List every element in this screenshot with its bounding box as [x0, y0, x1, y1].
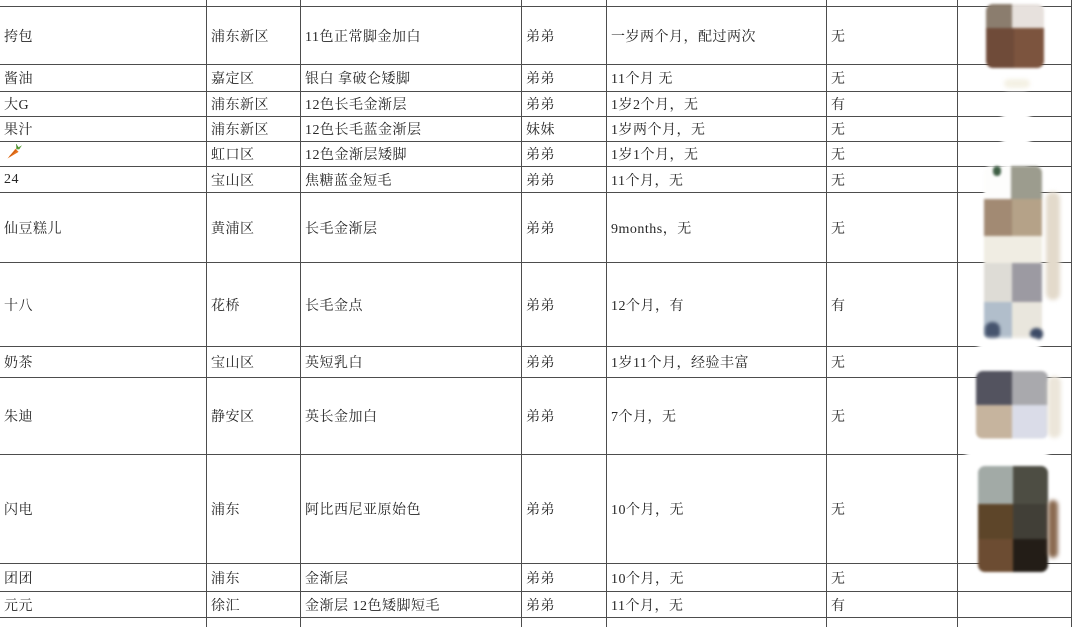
- cell-district[interactable]: [207, 92, 301, 116]
- cell-photo[interactable]: [958, 117, 1072, 141]
- cell-name[interactable]: [0, 263, 207, 346]
- cell-photo[interactable]: [958, 92, 1072, 116]
- cell-experienced[interactable]: [827, 564, 958, 591]
- cell-name[interactable]: [0, 592, 207, 617]
- table-row: [0, 263, 1072, 347]
- cell-district[interactable]: [207, 117, 301, 141]
- cell-breed[interactable]: [301, 347, 522, 377]
- cell-text: 浦东: [211, 503, 240, 518]
- cell-text: 9months，无: [611, 221, 692, 237]
- cell-text: 浦东新区: [211, 29, 269, 45]
- cell-text: 挎包: [4, 29, 33, 45]
- cell-text: 弟弟: [526, 148, 555, 163]
- cell-text: 弟弟: [526, 221, 555, 237]
- cell-name[interactable]: [0, 92, 207, 116]
- cell-text: 阿比西尼亚原始色: [305, 503, 421, 518]
- cell-district[interactable]: [207, 455, 301, 563]
- cell-text: 无: [831, 571, 846, 587]
- cell-gender[interactable]: [522, 618, 607, 627]
- cell-age[interactable]: [607, 592, 827, 617]
- cell-experienced[interactable]: [827, 592, 958, 617]
- cell-text: 英短乳白: [305, 356, 363, 371]
- cell-gender[interactable]: [522, 347, 607, 377]
- table-row: [0, 455, 1072, 564]
- cell-text: 12个月，有: [611, 298, 684, 314]
- cell-text: 静安区: [211, 410, 255, 425]
- cell-age[interactable]: [607, 193, 827, 262]
- cell-text: 弟弟: [526, 503, 555, 518]
- cell-text: 11色正常脚金加白: [305, 29, 421, 45]
- cell-age[interactable]: [607, 347, 827, 377]
- cell-text: 弟弟: [526, 571, 555, 587]
- cell-text: 弟弟: [526, 410, 555, 425]
- cell-age[interactable]: [607, 263, 827, 346]
- cell-text: 无: [831, 123, 846, 138]
- table-row: [0, 117, 1072, 142]
- cell-text: 朱迪: [4, 410, 33, 425]
- cell-age[interactable]: [607, 7, 827, 64]
- cell-text: 12色长毛蓝金渐层: [305, 123, 422, 138]
- cell-gender[interactable]: [522, 92, 607, 116]
- cell-photo[interactable]: [958, 263, 1072, 346]
- cell-text: 弟弟: [526, 173, 555, 189]
- cell-experienced[interactable]: [827, 193, 958, 262]
- cell-text: 果汁: [4, 123, 33, 138]
- cell-gender[interactable]: [522, 193, 607, 262]
- cell-gender[interactable]: [522, 455, 607, 563]
- cell-text: 弟弟: [526, 98, 555, 113]
- cell-text: 浦东新区: [211, 123, 269, 138]
- cell-age[interactable]: [607, 65, 827, 91]
- cell-age[interactable]: [607, 117, 827, 141]
- cell-breed[interactable]: [301, 564, 522, 591]
- cell-breed[interactable]: [301, 7, 522, 64]
- cell-text: 1岁11个月，经验丰富: [611, 356, 749, 371]
- cell-name[interactable]: [0, 564, 207, 591]
- cell-text: 有: [831, 98, 846, 113]
- cell-text: 24: [4, 171, 19, 187]
- cell-age[interactable]: [607, 378, 827, 454]
- cell-text: 英长金加白: [305, 410, 378, 425]
- cell-text: 浦东新区: [211, 98, 269, 113]
- cell-photo[interactable]: [958, 7, 1072, 64]
- cell-experienced[interactable]: [827, 0, 958, 6]
- cell-text: 11个月，无: [611, 173, 684, 189]
- cell-photo[interactable]: [958, 378, 1072, 454]
- cell-name[interactable]: [0, 378, 207, 454]
- cell-name[interactable]: [0, 618, 207, 627]
- carrot-icon: [6, 143, 23, 165]
- cell-text: 无: [831, 503, 846, 518]
- cell-text: 浦东: [211, 571, 240, 587]
- cell-photo[interactable]: [958, 618, 1072, 627]
- cell-text: 十八: [4, 298, 33, 314]
- cell-text: 焦糖蓝金短毛: [305, 173, 392, 189]
- cell-gender[interactable]: [522, 117, 607, 141]
- cell-gender[interactable]: [522, 263, 607, 346]
- cell-name[interactable]: [0, 7, 207, 64]
- cell-text: 10个月，无: [611, 571, 684, 587]
- cell-age[interactable]: [607, 0, 827, 6]
- cell-text: 12色金渐层矮脚: [305, 148, 407, 163]
- cell-district[interactable]: [207, 347, 301, 377]
- cell-breed[interactable]: [301, 65, 522, 91]
- cell-text: 黄浦区: [211, 221, 255, 237]
- table-row: [0, 378, 1072, 455]
- cell-age[interactable]: [607, 142, 827, 166]
- cell-breed[interactable]: [301, 167, 522, 192]
- cell-text: 有: [831, 298, 846, 314]
- cell-text: 团团: [4, 571, 33, 587]
- cell-text: 长毛金渐层: [305, 221, 378, 237]
- table-row: [0, 618, 1072, 627]
- cell-text: 弟弟: [526, 356, 555, 371]
- cell-experienced[interactable]: [827, 347, 958, 377]
- cell-text: 大G: [4, 98, 30, 113]
- cell-text: 无: [831, 148, 846, 163]
- cell-name[interactable]: [0, 0, 207, 6]
- cell-photo[interactable]: [958, 167, 1072, 192]
- cell-name[interactable]: [0, 455, 207, 563]
- cell-experienced[interactable]: [827, 167, 958, 192]
- cell-text: 元元: [4, 598, 33, 614]
- cell-age[interactable]: [607, 455, 827, 563]
- cell-text: 无: [831, 72, 846, 87]
- cell-gender[interactable]: [522, 142, 607, 166]
- cell-text: 弟弟: [526, 598, 555, 614]
- cell-photo[interactable]: [958, 193, 1072, 262]
- cell-breed[interactable]: [301, 592, 522, 617]
- cell-name[interactable]: [0, 65, 207, 91]
- cell-text: 1岁两个月，无: [611, 123, 706, 138]
- cell-gender[interactable]: [522, 592, 607, 617]
- cell-text: 嘉定区: [211, 72, 255, 87]
- cell-breed[interactable]: [301, 618, 522, 627]
- cell-text: 虹口区: [211, 148, 255, 163]
- table-row: [0, 564, 1072, 592]
- cell-breed[interactable]: [301, 142, 522, 166]
- cell-text: 宝山区: [211, 173, 255, 189]
- cell-text: 弟弟: [526, 29, 555, 45]
- cell-age[interactable]: [607, 167, 827, 192]
- cell-text: 1岁2个月，无: [611, 98, 699, 113]
- cell-photo[interactable]: [958, 592, 1072, 617]
- cell-text: 闪电: [4, 503, 33, 518]
- table-row: [0, 7, 1072, 65]
- cell-text: 有: [831, 598, 846, 614]
- cell-photo[interactable]: [958, 455, 1072, 563]
- cell-text: 银白 拿破仑矮脚: [305, 72, 411, 87]
- cell-experienced[interactable]: [827, 117, 958, 141]
- cell-text: 仙豆糕儿: [4, 221, 62, 237]
- cell-breed[interactable]: [301, 92, 522, 116]
- cell-gender[interactable]: [522, 378, 607, 454]
- cell-experienced[interactable]: [827, 92, 958, 116]
- cell-experienced[interactable]: [827, 263, 958, 346]
- table-row: [0, 65, 1072, 92]
- cell-experienced[interactable]: [827, 142, 958, 166]
- cell-text: 弟弟: [526, 298, 555, 314]
- cell-text: 无: [831, 173, 846, 189]
- cell-text: 10个月，无: [611, 503, 684, 518]
- cell-text: 无: [831, 356, 846, 371]
- cell-age[interactable]: [607, 564, 827, 591]
- cell-experienced[interactable]: [827, 7, 958, 64]
- cell-text: 11个月，无: [611, 598, 684, 614]
- cell-text: 奶茶: [4, 356, 33, 371]
- cell-experienced[interactable]: [827, 378, 958, 454]
- cell-district[interactable]: [207, 193, 301, 262]
- table-row: [0, 0, 1072, 7]
- cell-breed[interactable]: [301, 263, 522, 346]
- cell-text: 宝山区: [211, 356, 255, 371]
- table-row: [0, 347, 1072, 378]
- cell-name[interactable]: [0, 117, 207, 141]
- cell-breed[interactable]: [301, 0, 522, 6]
- cell-experienced[interactable]: [827, 618, 958, 627]
- cell-text: 无: [831, 29, 846, 45]
- cell-photo[interactable]: [958, 65, 1072, 91]
- cell-photo[interactable]: [958, 564, 1072, 591]
- cell-photo[interactable]: [958, 0, 1072, 6]
- cell-district[interactable]: [207, 592, 301, 617]
- cell-gender[interactable]: [522, 167, 607, 192]
- cell-text: 1岁1个月，无: [611, 148, 699, 163]
- cell-text: 7个月，无: [611, 410, 677, 425]
- cell-breed[interactable]: [301, 193, 522, 262]
- table-row: [0, 193, 1072, 263]
- cell-text: 金渐层 12色矮脚短毛: [305, 598, 440, 614]
- cell-district[interactable]: [207, 564, 301, 591]
- cell-photo[interactable]: [958, 142, 1072, 166]
- table-row: [0, 167, 1072, 193]
- cell-district[interactable]: [207, 618, 301, 627]
- cell-text: 长毛金点: [305, 298, 363, 314]
- cell-name[interactable]: [0, 347, 207, 377]
- cell-photo[interactable]: [958, 347, 1072, 377]
- cell-district[interactable]: [207, 0, 301, 6]
- cell-text: 12色长毛金渐层: [305, 98, 407, 113]
- cell-district[interactable]: [207, 142, 301, 166]
- cell-district[interactable]: [207, 167, 301, 192]
- cell-district[interactable]: [207, 378, 301, 454]
- cell-text: 一岁两个月，配过两次: [611, 29, 756, 45]
- cell-district[interactable]: [207, 7, 301, 64]
- cell-gender[interactable]: [522, 7, 607, 64]
- cell-breed[interactable]: [301, 117, 522, 141]
- cell-district[interactable]: [207, 65, 301, 91]
- cell-text: 11个月 无: [611, 72, 673, 87]
- cell-age[interactable]: [607, 92, 827, 116]
- cell-district[interactable]: [207, 263, 301, 346]
- table-row: [0, 92, 1072, 117]
- table-row: [0, 592, 1072, 618]
- table-row: [0, 142, 1072, 167]
- cell-text: 弟弟: [526, 72, 555, 87]
- cell-text: 酱油: [4, 72, 33, 87]
- cell-age[interactable]: [607, 618, 827, 627]
- cell-name[interactable]: [0, 167, 207, 192]
- cell-gender[interactable]: [522, 0, 607, 6]
- cell-gender[interactable]: [522, 65, 607, 91]
- cell-name[interactable]: [0, 142, 207, 166]
- cell-experienced[interactable]: [827, 455, 958, 563]
- cell-text: 无: [831, 221, 846, 237]
- cell-breed[interactable]: [301, 378, 522, 454]
- cell-text: 徐汇: [211, 598, 240, 614]
- cell-experienced[interactable]: [827, 65, 958, 91]
- cell-name[interactable]: [0, 193, 207, 262]
- cell-gender[interactable]: [522, 564, 607, 591]
- cell-text: 金渐层: [305, 571, 349, 587]
- cell-text: 无: [831, 410, 846, 425]
- cell-text: 妹妹: [526, 123, 555, 138]
- cell-text: 花桥: [211, 298, 240, 314]
- cell-breed[interactable]: [301, 455, 522, 563]
